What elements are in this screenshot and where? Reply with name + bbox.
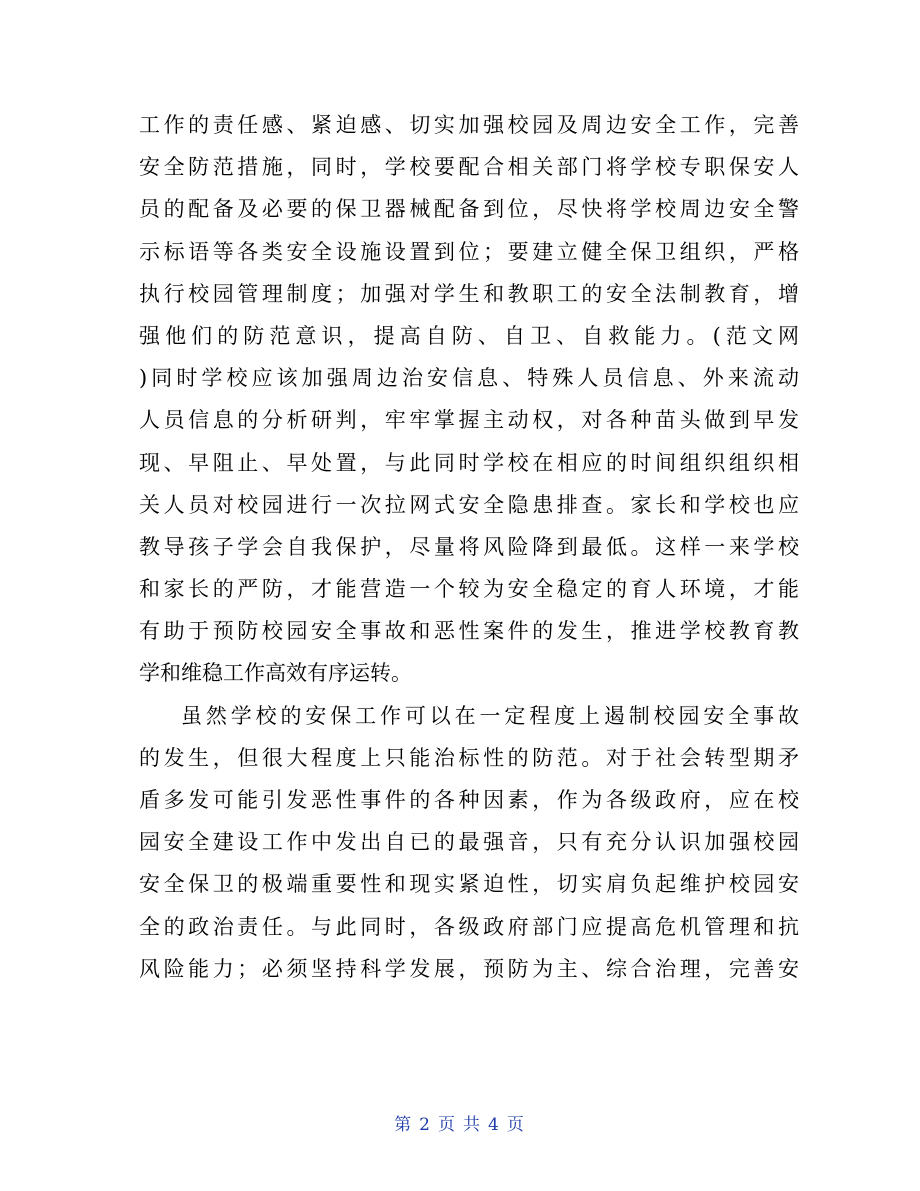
text-line: 安全保卫的极端重要性和现实紧迫性，切实肩负起维护校园安 — [139, 872, 799, 897]
text-line: 的发生，但很大程度上只能治标性的防范。对于社会转型期矛 — [139, 745, 799, 770]
text-line: 盾多发可能引发恶性事件的各种因素，作为各级政府，应在校 — [139, 788, 799, 812]
page-footer — [0, 1110, 920, 1135]
text-line: 现、早阻止、早处置，与此同时学校在相应的时间组织组织相 — [139, 450, 799, 475]
text-line: )同时学校应该加强周边治安信息、特殊人员信息、外来流动 — [139, 366, 799, 391]
footer-page-unit: 页 — [438, 1115, 457, 1135]
text-line: 关人员对校园进行一次拉网式安全隐患排查。家长和学校也应 — [139, 492, 799, 517]
text-line: 风险能力；必须坚持科学发展，预防为主、综合治理，完善安 — [139, 956, 799, 981]
document-body — [139, 104, 799, 990]
footer-current-page: 2 — [419, 1115, 432, 1135]
text-line: 执行校园管理制度；加强对学生和教职工的安全法制教育，增 — [139, 281, 799, 306]
text-line: 工作的责任感、紧迫感、切实加强校园及周边安全工作，完善 — [139, 113, 799, 137]
text-line: 教导孩子学会自我保护，尽量将风险降到最低。这样一来学校 — [139, 534, 799, 559]
text-line: 和家长的严防，才能营造一个较为安全稳定的育人环境，才能 — [139, 577, 799, 602]
text-line: 员的配备及必要的保卫器械配备到位，尽快将学校周边安全警 — [139, 197, 799, 222]
text-line: 有助于预防校园安全事故和恶性案件的发生，推进学校教育教 — [139, 619, 799, 644]
text-line: 人员信息的分析研判，牢牢掌握主动权，对各种苗头做到早发 — [139, 408, 799, 433]
text-line: 强他们的防范意识，提高自防、自卫、自救能力。(范文网 — [139, 323, 799, 348]
text-line: 示标语等各类安全设施设置到位；要建立健全保卫组织，严格 — [139, 239, 799, 264]
paragraph-2 — [139, 695, 799, 990]
text-line: 学和维稳工作高效有序运转。 — [139, 661, 412, 686]
footer-total-pages: 4 — [488, 1115, 501, 1135]
footer-total-prefix: 共 — [463, 1115, 482, 1135]
footer-prefix: 第 — [394, 1115, 414, 1135]
text-line: 园安全建设工作中发出自已的最强音，只有充分认识加强校园 — [139, 830, 799, 855]
text-line: 全的政治责任。与此同时，各级政府部门应提高危机管理和抗 — [139, 914, 799, 939]
text-line: 虽然学校的安保工作可以在一定程度上遏制校园安全事故 — [181, 703, 799, 728]
text-line: 安全防范措施，同时，学校要配合相关部门将学校专职保安人 — [139, 155, 799, 180]
paragraph-1 — [139, 104, 799, 695]
footer-total-unit: 页 — [506, 1115, 526, 1135]
